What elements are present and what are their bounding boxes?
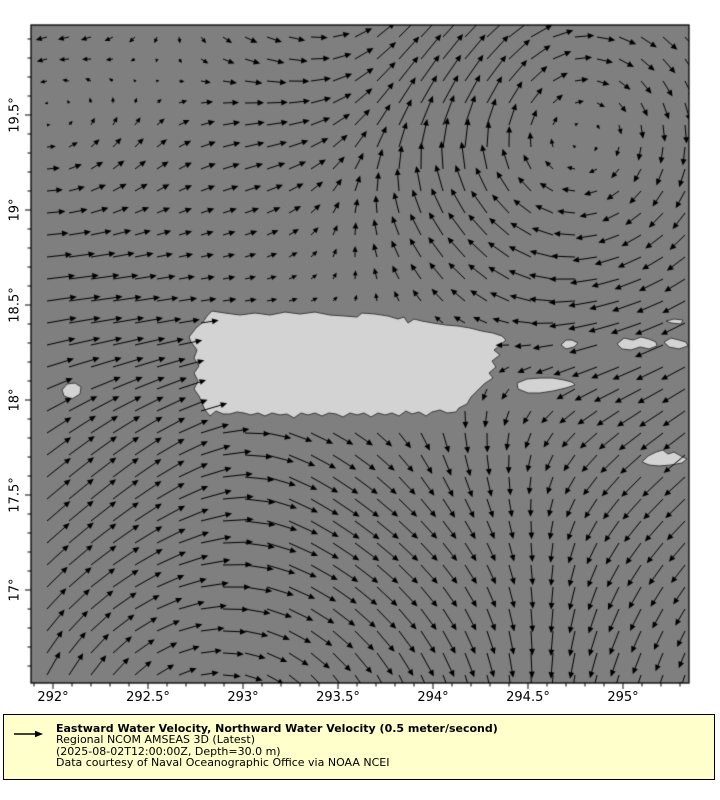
x-tick-label: 292.5° [126, 690, 170, 705]
legend-attribution-line: Data courtesy of Naval Oceanographic Office via NOAA NCEI [56, 755, 390, 769]
y-tick-label: 17.5° [7, 477, 23, 513]
x-tick-label: 294.5° [506, 690, 550, 705]
reference-vector-arrow-icon [13, 729, 43, 739]
y-tick-label: 18.5° [7, 287, 23, 323]
y-tick-label: 17° [7, 578, 23, 602]
y-tick-label: 19° [7, 198, 23, 222]
legend-box [3, 714, 715, 780]
legend-text-block [56, 723, 498, 768]
legend-time-depth-line: (2025-08-02T12:00:00Z, Depth=30.0 m) [56, 744, 281, 758]
legend-model-line: Regional NCOM AMSEAS 3D (Latest) [56, 733, 255, 747]
x-tick-label: 293° [227, 690, 259, 705]
y-tick-label: 19.5° [7, 97, 23, 133]
x-tick-label: 293.5° [316, 690, 360, 705]
x-tick-label: 294° [417, 690, 449, 705]
legend-title: Eastward Water Velocity, Northward Water Velocity (0.5 meter/second) [56, 722, 498, 735]
y-tick-label: 18° [7, 388, 23, 412]
x-tick-label: 292° [37, 690, 69, 705]
x-tick-label: 295° [607, 690, 639, 705]
